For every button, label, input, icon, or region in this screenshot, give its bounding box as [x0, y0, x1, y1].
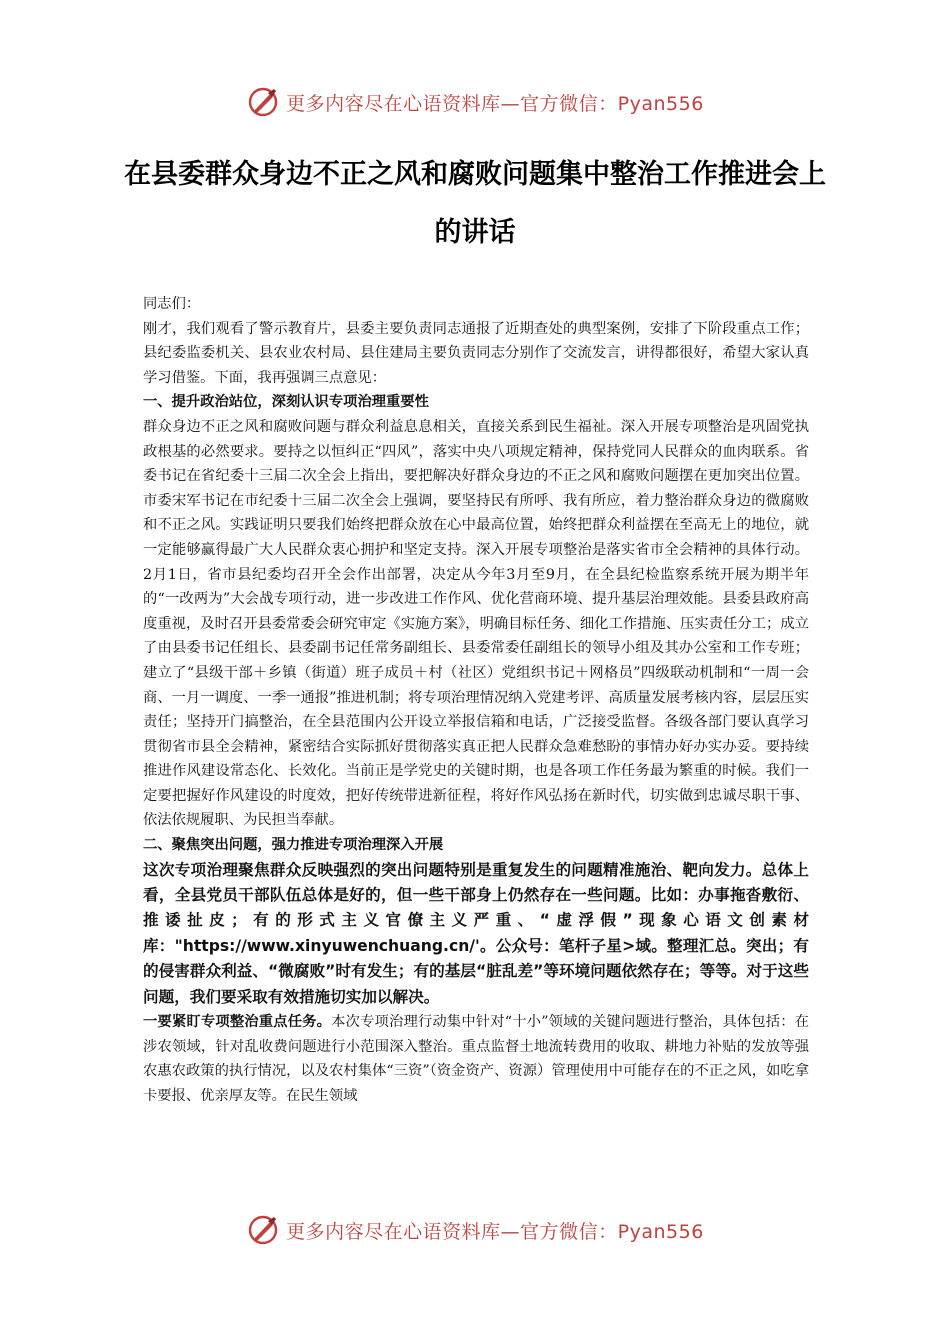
banner-text: 更多内容尽在心语资料库—官方微信：Pyan556: [286, 1220, 704, 1243]
banner-text: 更多内容尽在心语资料库—官方微信：Pyan556: [286, 92, 704, 115]
section-1-paragraph: 群众身边不正之风和腐败问题与群众利益息息相关，直接关系到民生福祉。深入开展专项整治是巩固党执政根基的必然要求。要持之以恒纠正“四风”，落实中央八项规定精神，保持党同人民群众的血肉联系。省委书记在省纪委十三届二次全会上指出，要把解决好群众身边的不正之风和腐败问题摆在更加突出位置。市委宋军书记在市纪委十三届二次全会上强调，要坚持民有所呼、我有所应，着力整治群众身边的微腐败和不正之风。实践证明只要我们始终把群众放在心中最高位置，始终把群众利益摆在至高无上的地位，就一定能够赢得最广大人民群众衷心拥护和坚定支持。深入开展专项整治是落实省市全会精神的具体行动。2月1日，省市县纪委均召开全会作出部署，决定从今年3月至9月，在全县纪检监察系统开展为期半年的“一改两为”大会战专项行动，进一步改进工作作风、优化营商环境、提升基层治理效能。县委县政府高度重视，及时召开县委常委会研究审定《实施方案》，明确目标任务、细化工作措施、压实责任分工；成立了由县委书记任组长、县委副书记任常务副组长、县委常委任副组长的领导小组及其办公室和工作专班；建立了“县级干部＋乡镇（街道）班子成员＋村（社区）党组织书记＋网格员”四级联动机制和“一周一会商、一月一调度、一季一通报”推进机制；将专项治理情况纳入党建考评、高质量发展考核内容，层层压实责任；坚持开门搞整治，在全县范围内公开设立举报信箱和电话，广泛接受监督。各级各部门要认真学习贯彻省市县全会精神，紧密结合实际抓好贯彻落实真正把人民群众急难愁盼的事情办好办实办妥。要持续推进作风建设常态化、长效化。当前正是学党史的关键时期，也是各项工作任务最为繁重的时候。我们一定要把握好作风建设的时度效，把好传统带进新征程，将好作风弘扬在新时代，切实做到忠诚尽职干事、依法依规履职、为民担当奉献。: [143, 418, 809, 829]
section-1-heading: 一、提升政治站位，深刻认识专项治理重要性: [143, 394, 429, 411]
intro-paragraph: 刚才，我们观看了警示教育片，县委主要负责同志通报了近期查处的典型案例，安排了下阶段重点工作；县纪委监委机关、县农业农村局、县住建局主要负责同志分别作了交流发言，讲得都很好，希望大家认真学习借鉴。下面，我再强调三点意见：: [143, 320, 809, 386]
brush-logo-icon: [246, 85, 280, 119]
point-1-lead: 一要紧盯专项整治重点任务。: [143, 1014, 332, 1031]
header-watermark-banner: [0, 82, 950, 122]
brush-logo-icon: [246, 1213, 280, 1247]
section-2-paragraph: 这次专项治理聚焦群众反映强烈的突出问题特别是重复发生的问题精准施治、靶向发力。总体上看，全县党员干部队伍总体是好的，但一些干部身上仍然存在一些问题。比如：办事拖沓敷衍、推诿扯皮；有的形式主义官僚主义严重、“虚浮假”现象心语文创素材库："https://www.xinyuwenchuang.cn/'。公众号：笔杆子星>域。整理汇总。突出；有的侵害群众利益、“微腐败”时有发生；有的基层“脏乱差”等环境问题依然存在；等等。对于这些问题，我们要采取有效措施切实加以解决。: [143, 860, 809, 1006]
point-1-paragraph: [143, 1010, 809, 1108]
footer-watermark-banner: [0, 1210, 950, 1250]
document-body: [143, 292, 809, 1108]
section-2-heading: 二、聚焦突出问题，强力推进专项治理深入开展: [143, 837, 444, 854]
point-1-body: 本次专项治理行动集中针对“十小”领域的关键问题进行整治，具体包括：在涉农领域，针对乱收费问题进行小范围深入整治。重点监督土地流转费用的收取、耕地力补贴的发放等强农惠农政策的执行情况，以及农村集体“三资”（资金资产、资源）管理使用中可能存在的不正之风，如吃拿卡要报、优亲厚友等。在民生领域: [143, 1014, 809, 1104]
document-title: 在县委群众身边不正之风和腐败问题集中整治工作推进会上的讲话: [124, 159, 826, 248]
salutation: 同志们：: [143, 296, 201, 312]
